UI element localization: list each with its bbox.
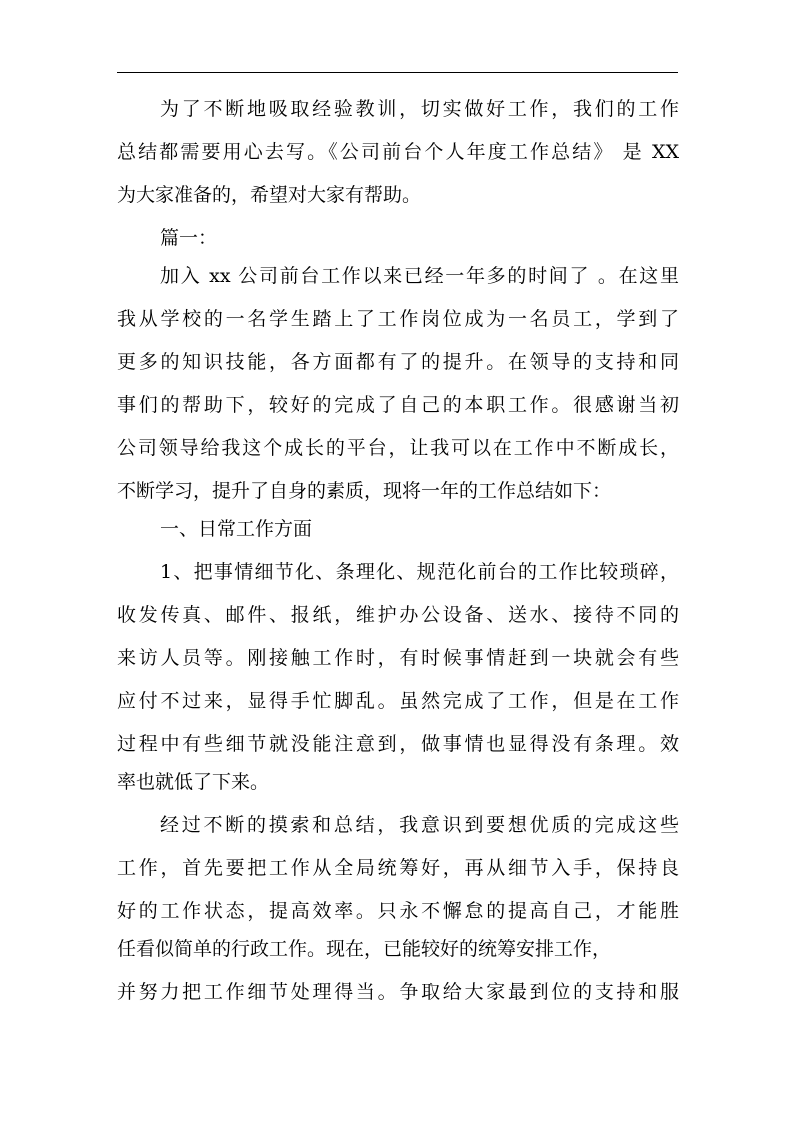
text-line: 工作，首先要把工作从全局统筹好，再从细节入手，保持良 bbox=[117, 857, 679, 879]
text-line: 率也就低了下来。 bbox=[117, 771, 270, 793]
section-heading: 一、日常工作方面 bbox=[160, 518, 313, 540]
text-line: 公司领导给我这个成长的平台，让我可以在工作中不断成长， bbox=[117, 437, 679, 459]
text-line: 过程中有些细节就没能注意到，做事情也显得没有条理。效 bbox=[117, 733, 679, 755]
text-line: 并努力把工作细节处理得当。争取给大家最到位的支持和服 bbox=[117, 981, 679, 1003]
text-line: 经过不断的摸索和总结，我意识到要想优质的完成这些 bbox=[160, 814, 679, 836]
text-line: 加入 xx 公司前台工作以来已经一年多的时间了 。在这里 bbox=[160, 265, 679, 287]
text-line: 来访人员等。刚接触工作时，有时候事情赶到一块就会有些 bbox=[117, 647, 679, 669]
text-line: 应付不过来，显得手忙脚乱。虽然完成了工作，但是在工作 bbox=[117, 690, 679, 712]
text-line: 总结都需要用心去写。《公司前台个人年度工作总结》 是 XX bbox=[117, 141, 679, 163]
text-line: 好的工作状态，提高效率。只永不懈怠的提高自己，才能胜 bbox=[117, 900, 679, 922]
text-line: 为了不断地吸取经验教训，切实做好工作，我们的工作 bbox=[160, 98, 679, 120]
text-line: 收发传真、邮件、报纸，维护办公设备、送水、接待不同的 bbox=[117, 604, 679, 626]
header-rule bbox=[117, 72, 678, 73]
text-line: 更多的知识技能，各方面都有了的提升。在领导的支持和同 bbox=[117, 351, 679, 373]
text-line: 任看似简单的行政工作。现在，已能较好的统筹安排工作， bbox=[117, 938, 612, 960]
text-line: 为大家准备的，希望对大家有帮助。 bbox=[117, 184, 422, 206]
text-line: 我从学校的一名学生踏上了工作岗位成为一名员工，学到了 bbox=[117, 308, 679, 330]
text-line: 不断学习，提升了自身的素质，现将一年的工作总结如下： bbox=[117, 480, 612, 502]
section-heading: 篇一： bbox=[160, 227, 218, 249]
text-line: 1、把事情细节化、条理化、规范化前台的工作比较琐碎， bbox=[160, 561, 679, 583]
text-line: 事们的帮助下，较好的完成了自己的本职工作。很感谢当初 bbox=[117, 394, 679, 416]
